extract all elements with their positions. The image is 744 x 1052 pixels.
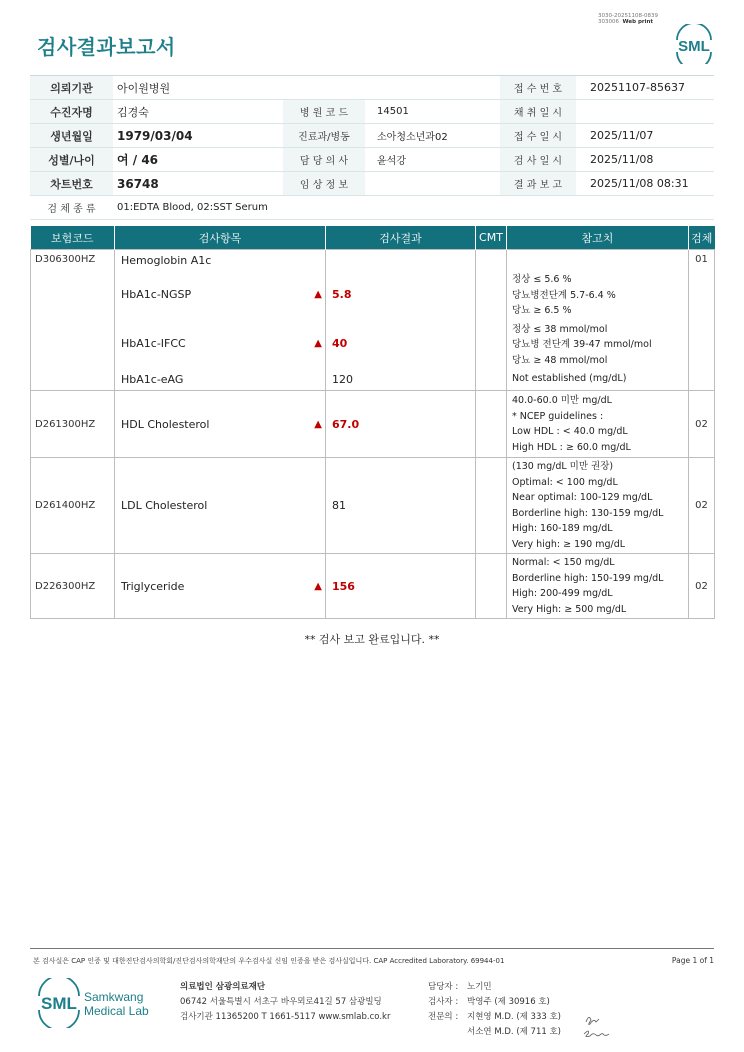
ref-line: 당뇨병 전단계 39-47 mmol/mol	[512, 339, 652, 350]
header-reference: 참고치	[507, 226, 689, 250]
staff-list	[428, 980, 561, 1040]
label-requester: 의뢰기관	[30, 76, 113, 100]
ref-hdl	[507, 391, 689, 458]
result-hba1c-ngsp: 5.8	[326, 270, 476, 319]
result-ldl: 81	[326, 458, 476, 554]
print-meta-line2	[598, 19, 668, 25]
item-tg: Triglyceride	[121, 579, 185, 593]
item-hba1c-eag: HbA1c-eAG	[115, 368, 326, 391]
label-report-date: 결 과 보 고	[500, 172, 576, 196]
code-ldl: D261400HZ	[31, 458, 115, 554]
ref-line: 40.0-60.0 미만 mg/dL	[512, 395, 612, 406]
ref-line: Near optimal: 100-129 mg/dL	[512, 492, 653, 503]
tube-ldl: 02	[689, 458, 715, 554]
table-row	[31, 270, 715, 319]
ref-hba1c-ifcc	[507, 319, 689, 369]
header-cmt: CMT	[476, 226, 507, 250]
corp-name: 의료법인 삼광의료재단	[180, 982, 266, 992]
ref-line: 정상 ≤ 5.6 %	[512, 274, 572, 285]
value-collect-date	[576, 100, 714, 124]
signature-image	[578, 1010, 618, 1040]
info-row	[30, 100, 714, 124]
ref-line: Very high: ≥ 190 mg/dL	[512, 538, 626, 550]
ref-line: Very High: ≥ 500 mg/dL	[512, 603, 627, 615]
table-row	[31, 458, 715, 554]
label-sex-age: 성별/나이	[30, 148, 113, 172]
ref-line: High HDL : ≥ 60.0 mg/dL	[512, 441, 631, 453]
label-hospital-code: 병 원 코 드	[283, 100, 365, 124]
ref-line: * NCEP guidelines :	[512, 410, 604, 422]
label-receipt-no: 접 수 번 호	[500, 76, 576, 100]
staff-row	[428, 995, 561, 1010]
value-chart-no: 36748	[113, 172, 283, 196]
corp-info	[180, 980, 390, 1025]
value-dob: 1979/03/04	[113, 124, 283, 148]
item-ldl: LDL Cholesterol	[115, 458, 326, 554]
result-hba1c-ifcc: 40	[326, 319, 476, 369]
table-row	[31, 250, 715, 271]
info-row	[30, 172, 714, 196]
completion-note: ** 검사 보고 완료입니다. **	[304, 633, 440, 646]
staff-role: 검사자 :	[428, 997, 459, 1007]
info-row	[30, 196, 714, 220]
high-flag-icon: ▲	[314, 418, 322, 430]
result-tg: 156	[326, 554, 476, 619]
staff-row	[428, 1010, 561, 1025]
label-dept: 진료과/병동	[283, 124, 365, 148]
header-specimen: 검체	[689, 226, 715, 250]
tube-tg: 02	[689, 554, 715, 619]
value-clinical	[365, 172, 500, 196]
value-report-date: 2025/11/08 08:31	[576, 172, 714, 196]
value-receipt-date: 2025/11/07	[576, 124, 714, 148]
certification-text: 본 검사실은 CAP 인증 및 대한진단검사의학회/진단검사의학재단의 우수검사실 신임 인증을 받은 검사실입니다. CAP Accredited Laboratory. 69944-01	[33, 957, 505, 965]
item-hba1c-ngsp-cell	[115, 270, 326, 319]
item-hba1c-ngsp: HbA1c-NGSP	[121, 287, 192, 301]
ref-tg	[507, 554, 689, 619]
ref-ldl	[507, 458, 689, 554]
label-collect-date: 채 취 일 시	[500, 100, 576, 124]
corp-contact: 검사기관 11365200 T 1661-5117 www.smlab.co.kr	[180, 1012, 391, 1022]
value-sex-age: 여 / 46	[113, 148, 283, 172]
ref-line: High: 200-499 mg/dL	[512, 588, 613, 599]
code-tg: D226300HZ	[31, 554, 115, 619]
ref-line: Borderline high: 150-199 mg/dL	[512, 572, 664, 584]
ref-line: High: 160-189 mg/dL	[512, 523, 613, 534]
samkwang-logo-line1: Samkwang	[84, 990, 144, 1004]
high-flag-icon: ▲	[314, 337, 322, 349]
samkwang-logo-line2: Medical Lab	[84, 1004, 149, 1018]
label-doctor: 담 당 의 사	[283, 148, 365, 172]
value-hospital-code: 14501	[365, 100, 500, 124]
staff-row	[428, 980, 561, 995]
ref-line: 정상 ≤ 38 mmol/mol	[512, 323, 608, 335]
staff-name: 박영주 (제 30916 호)	[467, 997, 550, 1007]
code-hba1c: D306300HZ	[31, 250, 115, 271]
staff-row	[428, 1025, 561, 1040]
header-code: 보험코드	[31, 226, 115, 250]
ref-line: 당뇨 ≥ 6.5 %	[512, 305, 572, 316]
staff-name: 노기민	[467, 982, 492, 992]
high-flag-icon: ▲	[314, 288, 322, 300]
print-meta-id: 3030-20251108-0839	[598, 13, 658, 19]
value-specimen: 01:EDTA Blood, 02:SST Serum	[113, 196, 714, 220]
corp-address: 06742 서울특별시 서초구 바우뫼로41길 57 삼광빌딩	[180, 997, 382, 1007]
tube-hba1c: 01	[689, 250, 715, 271]
table-row	[31, 368, 715, 391]
tube-hdl: 02	[689, 391, 715, 458]
samkwang-logo-mark: SML	[41, 994, 77, 1013]
item-hdl: HDL Cholesterol	[121, 417, 210, 431]
high-flag-icon: ▲	[314, 580, 322, 592]
label-receipt-date: 접 수 일 시	[500, 124, 576, 148]
item-hba1c-ifcc-cell	[115, 319, 326, 369]
results-header	[31, 226, 715, 250]
ref-line: Borderline high: 130-159 mg/dL	[512, 507, 664, 519]
label-clinical: 임 상 정 보	[283, 172, 365, 196]
info-row	[30, 76, 714, 100]
ref-line: (130 mg/dL 미만 권장)	[512, 461, 614, 472]
item-hdl-cell	[115, 391, 326, 458]
staff-name: 서소연 M.D. (제 711 호)	[467, 1027, 562, 1037]
label-chart-no: 차트번호	[30, 172, 113, 196]
table-row	[31, 391, 715, 458]
ref-hba1c-ngsp	[507, 270, 689, 319]
staff-role: 담당자 :	[428, 982, 459, 992]
ref-line: 당뇨 ≥ 48 mmol/mol	[512, 354, 608, 366]
sml-logo-icon	[672, 24, 716, 64]
header-item: 검사항목	[115, 226, 326, 250]
header-result: 검사결과	[326, 226, 476, 250]
value-requester: 아이원병원	[113, 76, 500, 100]
table-row	[31, 319, 715, 369]
results-table	[30, 226, 715, 619]
staff-name: 지현영 M.D. (제 333 호)	[467, 1012, 562, 1022]
item-hba1c-group: Hemoglobin A1c	[115, 250, 326, 271]
ref-line: Normal: < 150 mg/dL	[512, 557, 615, 568]
result-hba1c-eag: 120	[326, 368, 476, 391]
ref-hba1c-eag: Not established (mg/dL)	[507, 368, 689, 391]
label-dob: 생년월일	[30, 124, 113, 148]
page-number: Page 1 of 1	[671, 956, 714, 965]
info-row	[30, 148, 714, 172]
item-hba1c-ifcc: HbA1c-IFCC	[121, 336, 186, 350]
result-hdl: 67.0	[326, 391, 476, 458]
label-test-date: 검 사 일 시	[500, 148, 576, 172]
code-hdl: D261300HZ	[31, 391, 115, 458]
label-specimen: 검 체 종 류	[30, 196, 113, 220]
value-name: 김경숙	[113, 100, 283, 124]
print-meta	[598, 13, 668, 25]
sml-logo-text: SML	[678, 38, 710, 55]
item-tg-cell	[115, 554, 326, 619]
report-title: 검사결과보고서	[37, 35, 176, 59]
info-row	[30, 124, 714, 148]
patient-info-table	[30, 75, 714, 220]
value-dept: 소아청소년과02	[365, 124, 500, 148]
footer-divider	[30, 948, 714, 949]
ref-line: Low HDL : < 40.0 mg/dL	[512, 426, 628, 437]
table-row	[31, 554, 715, 619]
samkwang-logo-icon	[36, 978, 156, 1028]
value-test-date: 2025/11/08	[576, 148, 714, 172]
staff-role: 전문의 :	[428, 1012, 459, 1022]
ref-line: 당뇨병전단계 5.7-6.4 %	[512, 289, 616, 301]
label-name: 수진자명	[30, 100, 113, 124]
ref-line: Optimal: < 100 mg/dL	[512, 476, 618, 488]
value-doctor: 윤석강	[365, 148, 500, 172]
print-meta-mode: Web print	[622, 19, 654, 25]
value-receipt-no: 20251107-85637	[576, 76, 714, 100]
print-meta-code: 303006	[598, 19, 619, 25]
